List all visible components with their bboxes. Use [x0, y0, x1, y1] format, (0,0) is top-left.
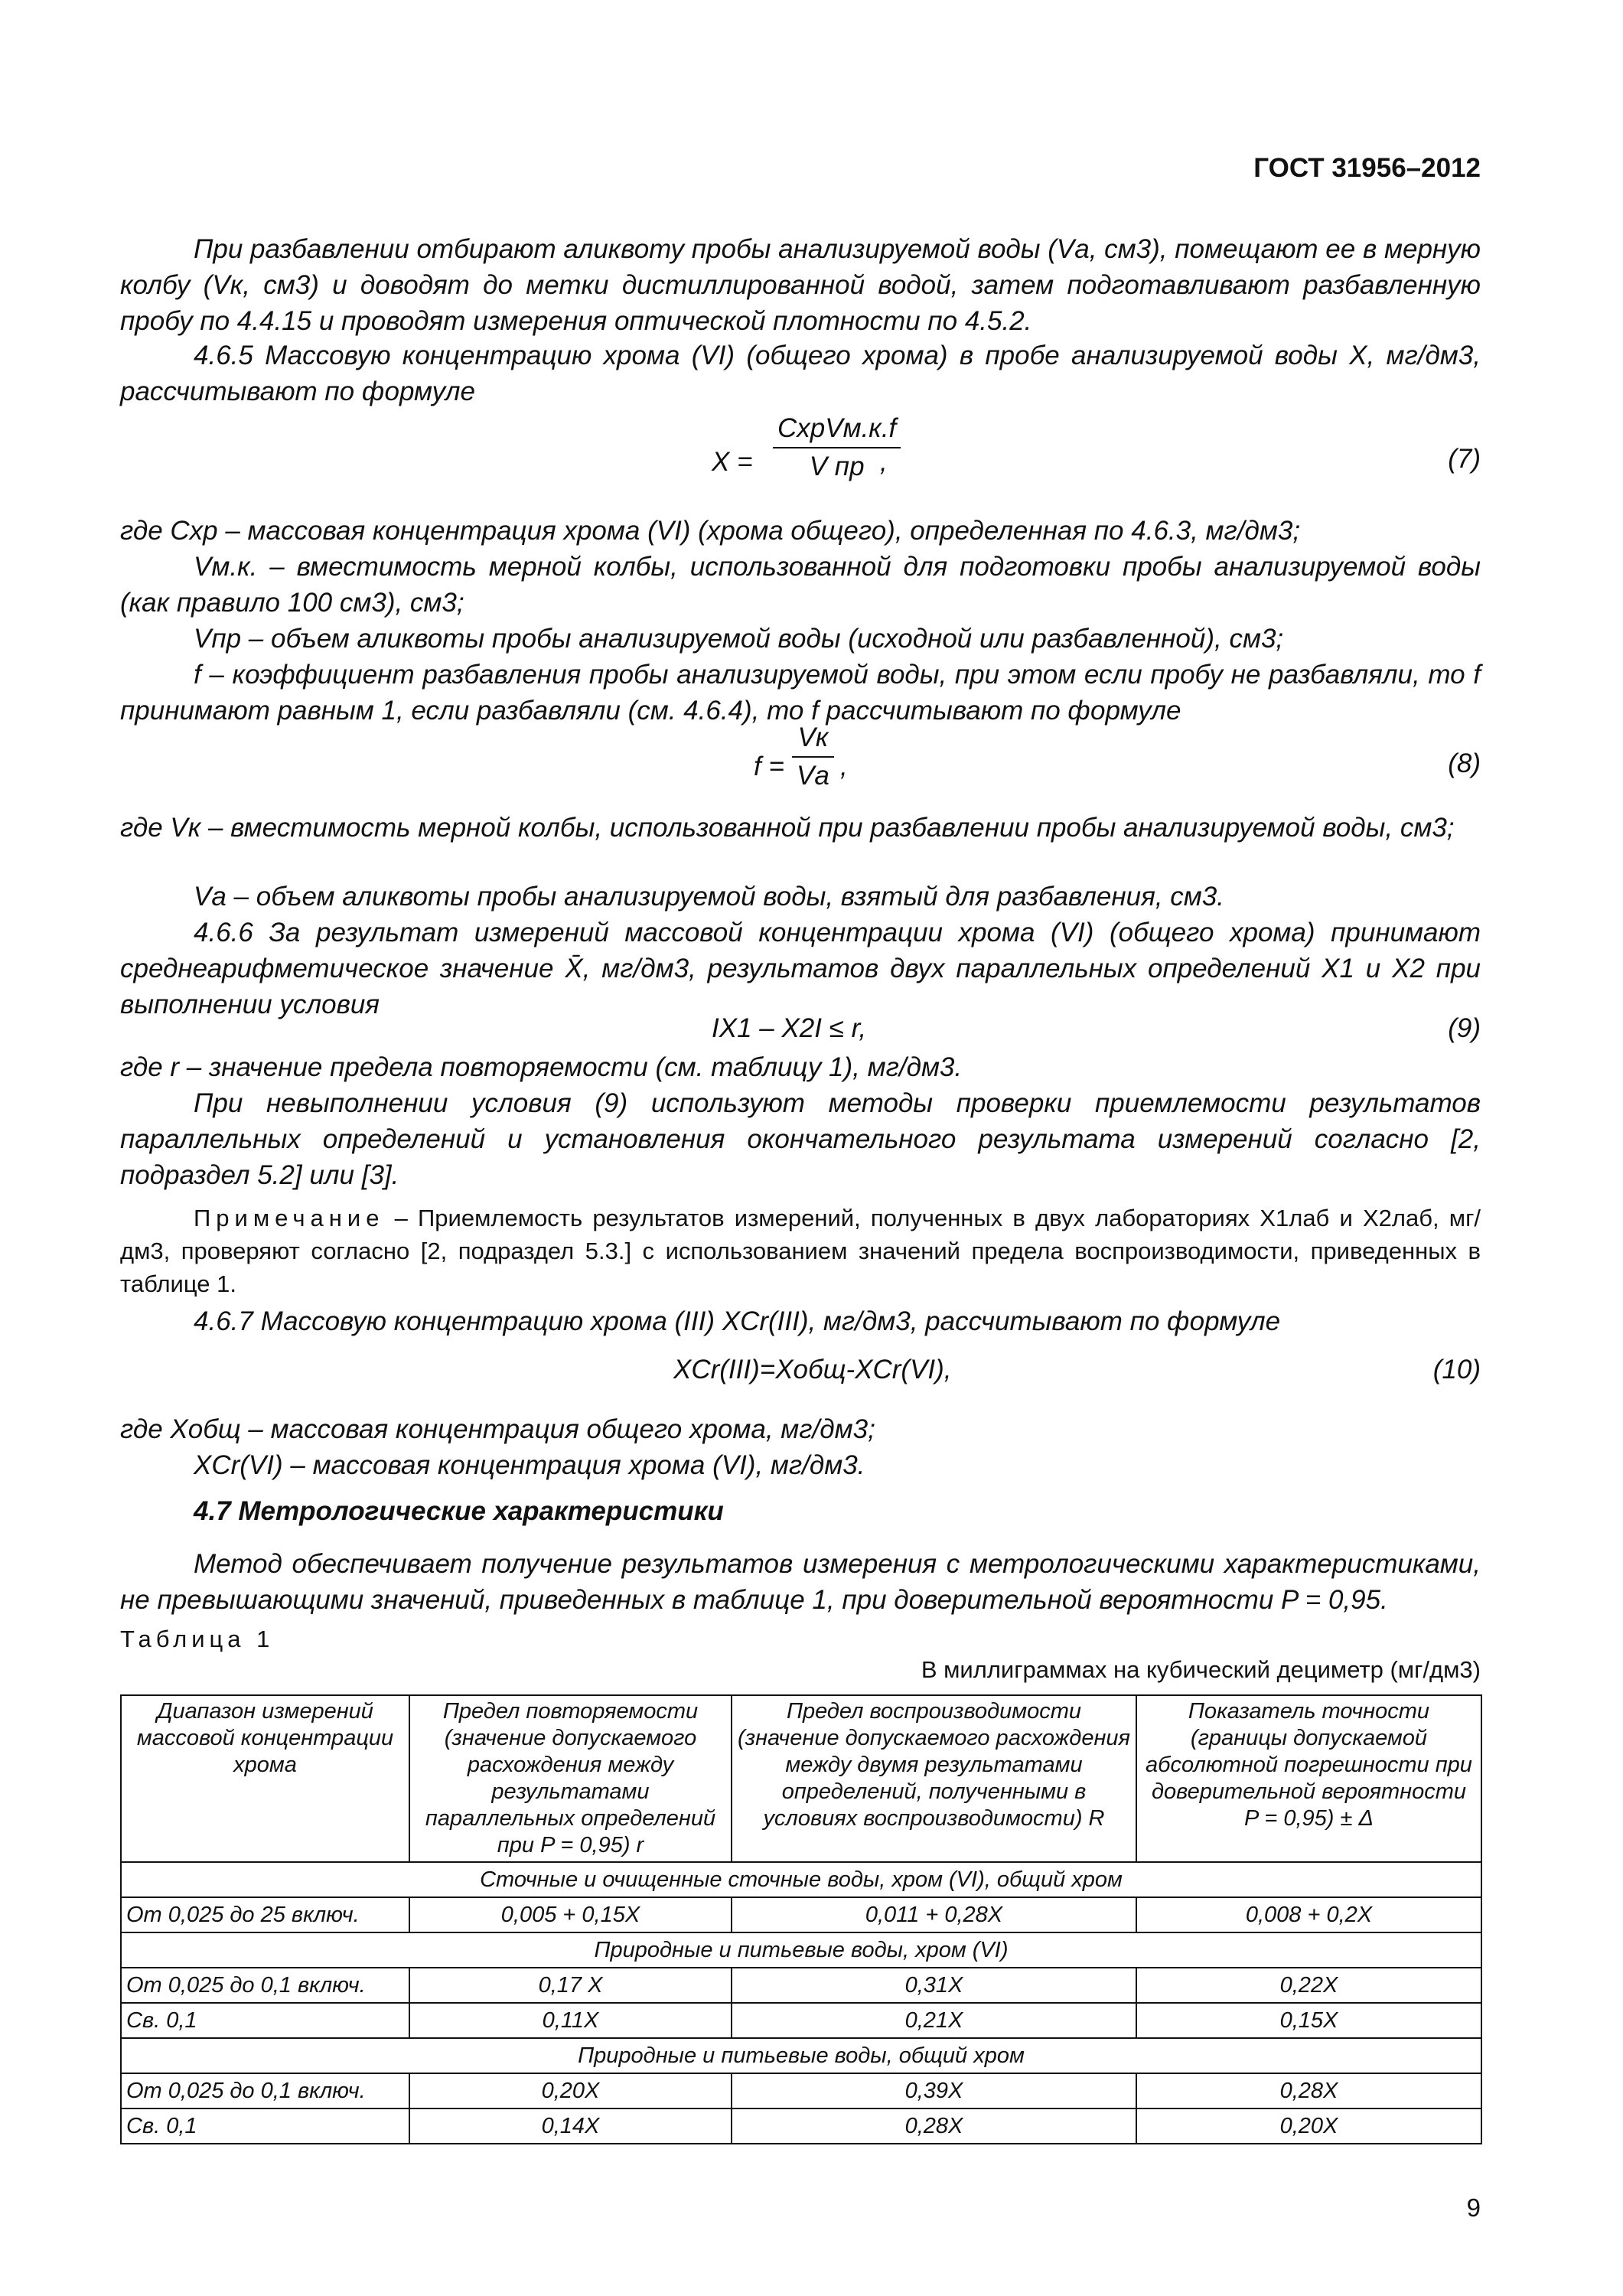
table-cell: Св. 0,1	[121, 2003, 409, 2038]
paragraph-condition-fail: При невыполнении условия (9) используют методы проверки приемлемости результатов параллельных определений и установления окончательного результата измерений согласно [2, подраздел 5.2] или [3].	[120, 1088, 1481, 1190]
table1-section-row	[121, 1862, 1481, 1897]
formula7-numerator: CхрVм.к.f	[777, 413, 897, 443]
table-cell: 0,011 + 0,28X	[732, 1897, 1136, 1932]
table-cell: От 0,025 до 0,1 включ.	[121, 1968, 409, 2003]
table-cell: 0,15X	[1136, 2003, 1481, 2038]
table1-header-reproducibility: Предел воспроизводимости (значение допускаемого расхождения между двумя результатами определений, полученными в условиях воспроизводимости) R	[732, 1695, 1136, 1862]
table1-section-row	[121, 1932, 1481, 1968]
table-cell: 0,008 + 0,2X	[1136, 1897, 1481, 1932]
table1-header-row	[121, 1695, 1481, 1862]
table-cell: 0,31X	[732, 1968, 1136, 2003]
note	[120, 1202, 1481, 1300]
table-cell: 0,28X	[1136, 2073, 1481, 2108]
note-label: Примечание	[194, 1205, 385, 1231]
formula8-comma: ,	[840, 752, 848, 781]
table-cell: 0,21X	[732, 2003, 1136, 2038]
note-text: – Приемлемость результатов измерений, полученных в двух лабораториях X1лаб и X2лаб, мг/дм3, проверяют согласно [2, подраздел 5.3.] с использованием значений предела воспроизводимости, приведенных в таблице 1.	[120, 1205, 1481, 1297]
table1-header-repeatability: Предел повторяемости (значение допускаемого расхождения между результатами параллельных определений при P = 0,95) r	[409, 1695, 732, 1862]
table-cell: 0,39X	[732, 2073, 1136, 2108]
table-cell: 0,20X	[409, 2073, 732, 2108]
formula8-number: (8)	[1448, 748, 1481, 778]
formula7-denominator: V пр	[773, 447, 901, 482]
formula9-expression: IX1 – X2I ≤ r,	[712, 1013, 867, 1043]
paragraph-4-6-5: 4.6.5 Массовую концентрацию хрома (VI) (общего хрома) в пробе анализируемой воды X, мг/дм3, рассчитывают по формуле	[120, 341, 1481, 406]
formula10-expression: XCr(III)=Xобщ-XCr(VI),	[673, 1355, 952, 1384]
table-cell: 0,20X	[1136, 2108, 1481, 2144]
table-row	[121, 2108, 1481, 2144]
table1	[120, 1694, 1482, 2144]
where9: где r – значение предела повторяемости (см. таблицу 1), мг/дм3.	[120, 1052, 963, 1082]
table-row	[121, 1968, 1481, 2003]
table-cell: 0,11X	[409, 2003, 732, 2038]
formula7-number: (7)	[1448, 444, 1481, 474]
document-code: ГОСТ 31956–2012	[1253, 153, 1481, 183]
table1-section-row	[121, 2038, 1481, 2073]
where7-item-1: где Cхр – массовая концентрация хрома (VI) (хрома общего), определенная по 4.6.3, мг/дм3;	[120, 516, 1301, 546]
formula8-fraction	[792, 722, 834, 791]
table-cell: 0,28X	[732, 2108, 1136, 2144]
formula7-lhs: X =	[712, 447, 753, 477]
formula8-numerator: Vк	[797, 722, 829, 752]
paragraph-dilution: При разбавлении отбирают аликвоту пробы анализируемой воды (Vа, см3), помещают ее в мерную колбу (Vк, см3) и доводят до метки дистиллированной водой, затем подготавливают разбавленную пробу по 4.4.15 и проводят измерения оптической плотности по 4.5.2.	[120, 234, 1481, 336]
paragraph-4-6-7: 4.6.7 Массовую концентрацию хрома (III) XCr(III), мг/дм3, рассчитывают по формуле	[194, 1306, 1281, 1336]
page-number: 9	[1466, 2193, 1481, 2222]
formula7-comma: ,	[880, 447, 888, 477]
table-cell: 0,22X	[1136, 1968, 1481, 2003]
table-row	[121, 2003, 1481, 2038]
where10-item-1: где Xобщ – массовая концентрация общего хрома, мг/дм3;	[120, 1414, 875, 1444]
table-cell: 0,17 X	[409, 1968, 732, 2003]
table-row	[121, 2073, 1481, 2108]
table1-section-title: Природные и питьевые воды, общий хром	[121, 2038, 1481, 2073]
where8-item-1: где Vк – вместимость мерной колбы, использованной при разбавлении пробы анализируемой воды, см3;	[120, 813, 1455, 843]
paragraph-4-6-6: 4.6.6 За результат измерений массовой концентрации хрома (VI) (общего хрома) принимают среднеарифметическое значение X̄, мг/дм3, результатов двух параллельных определений X1 и X2 при выполнении условия	[120, 918, 1481, 1019]
table1-header-range: Диапазон измерений массовой концентрации хрома	[121, 1695, 409, 1862]
formula8-denominator: Vа	[792, 756, 834, 791]
table-cell: От 0,025 до 0,1 включ.	[121, 2073, 409, 2108]
table1-units: В миллиграммах на кубический дециметр (мг/дм3)	[921, 1656, 1481, 1683]
section-4-7-heading: 4.7 Метрологические характеристики	[194, 1496, 724, 1526]
paragraph-4-7: Метод обеспечивает получение результатов измерения с метрологическими характеристиками, не превышающими значений, приведенных в таблице 1, при доверительной вероятности P = 0,95.	[120, 1549, 1481, 1615]
table-cell: От 0,025 до 25 включ.	[121, 1897, 409, 1932]
where7-item-4: f – коэффициент разбавления пробы анализируемой воды, при этом если пробу не разбавляли, то f принимают равным 1, если разбавляли (см. 4.6.4), то f рассчитывают по формуле	[120, 660, 1481, 726]
formula10-number: (10)	[1432, 1355, 1481, 1384]
formula9-number: (9)	[1448, 1013, 1481, 1043]
table1-section-title: Сточные и очищенные сточные воды, хром (VI), общий хром	[121, 1862, 1481, 1897]
where8-item-2: Vа – объем аликвоты пробы анализируемой воды, взятый для разбавления, см3.	[194, 882, 1224, 912]
where7-item-2: Vм.к. – вместимость мерной колбы, использованной для подготовки пробы анализируемой воды (как правило 100 см3), см3;	[120, 552, 1481, 618]
table1-section-title: Природные и питьевые воды, хром (VI)	[121, 1932, 1481, 1968]
table-cell: 0,005 + 0,15X	[409, 1897, 732, 1932]
table1-caption: Таблица 1	[120, 1626, 275, 1652]
table1-header-accuracy: Показатель точности (границы допускаемой абсолютной погрешности при доверительной вероятности P = 0,95) ± Δ	[1136, 1695, 1481, 1862]
table-row	[121, 1897, 1481, 1932]
where7-item-3: Vпр – объем аликвоты пробы анализируемой воды (исходной или разбавленной), см3;	[194, 624, 1284, 654]
table-cell: Св. 0,1	[121, 2108, 409, 2144]
where10-item-2: XCr(VI) – массовая концентрация хрома (VI), мг/дм3.	[194, 1450, 865, 1480]
formula8-lhs: f =	[754, 752, 784, 781]
table-cell: 0,14X	[409, 2108, 732, 2144]
